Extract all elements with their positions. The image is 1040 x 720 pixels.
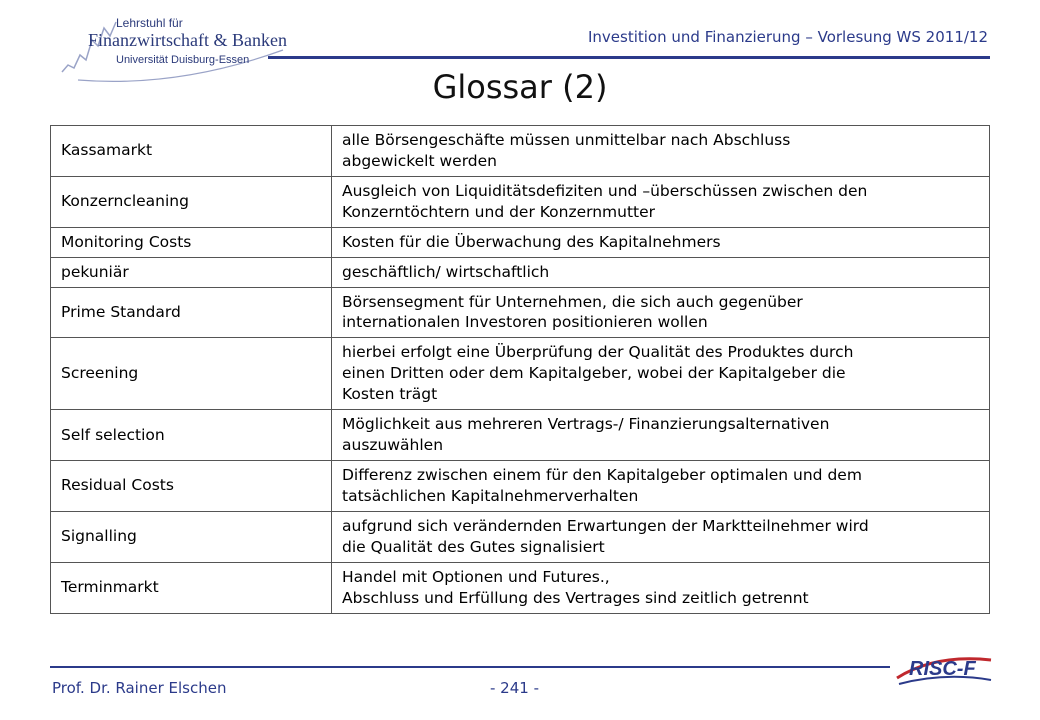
glossary-row [51, 562, 990, 613]
logo-line2: Finanzwirtschaft & Banken [88, 30, 287, 50]
definition-line: Möglichkeit aus mehreren Vertrags-/ Finanzierungsalternativen [342, 415, 830, 434]
glossary-definition [332, 460, 990, 511]
definition-line: geschäftlich/ wirtschaftlich [342, 262, 550, 281]
glossary-term: Konzerncleaning [51, 176, 332, 227]
glossary-term: Residual Costs [51, 460, 332, 511]
risc-f-logo [895, 650, 995, 690]
logo-line1: Lehrstuhl für [116, 16, 183, 30]
glossary-term: Prime Standard [51, 287, 332, 338]
glossary-term: Self selection [51, 410, 332, 461]
definition-line: tatsächlichen Kapitalnehmerverhalten [342, 486, 639, 505]
glossary-row [51, 257, 990, 287]
logo-line3: Universität Duisburg-Essen [116, 54, 250, 66]
definition-line: Differenz zwischen einem für den Kapitalgeber optimalen und dem [342, 465, 862, 484]
risc-f-label: RISC-F [909, 658, 976, 680]
definition-line: internationalen Investoren positionieren wollen [342, 313, 708, 332]
glossary-definition [332, 562, 990, 613]
definition-line: Abschluss und Erfüllung des Vertrages sind zeitlich getrennt [342, 588, 809, 607]
glossary-row [51, 227, 990, 257]
glossary-row [51, 460, 990, 511]
glossary-row [51, 511, 990, 562]
glossary-table [50, 125, 990, 614]
definition-line: Handel mit Optionen und Futures., [342, 567, 610, 586]
glossary-term: pekuniär [51, 257, 332, 287]
glossary-definition [332, 227, 990, 257]
definition-line: Konzerntöchtern und der Konzernmutter [342, 202, 656, 221]
definition-line: abgewickelt werden [342, 151, 497, 170]
glossary-definition [332, 511, 990, 562]
glossary-term: Kassamarkt [51, 126, 332, 177]
definition-line: Kosten für die Überwachung des Kapitalnehmers [342, 232, 721, 251]
definition-line: auszuwählen [342, 436, 444, 455]
footer-author: Prof. Dr. Rainer Elschen [52, 679, 227, 697]
definition-line: alle Börsengeschäfte müssen unmittelbar nach Abschluss [342, 131, 791, 149]
glossary-definition [332, 338, 990, 410]
glossary-row [51, 410, 990, 461]
glossary-row [51, 176, 990, 227]
footer-divider [50, 666, 890, 668]
definition-line: die Qualität des Gutes signalisiert [342, 537, 605, 556]
page-title: Glossar (2) [432, 68, 608, 106]
definition-line: Kosten trägt [342, 385, 438, 404]
definition-line: einen Dritten oder dem Kapitalgeber, wobei der Kapitalgeber die [342, 364, 846, 383]
definition-line: hierbei erfolgt eine Überprüfung der Qualität des Produktes durch [342, 343, 854, 362]
definition-line: Börsensegment für Unternehmen, die sich auch gegenüber [342, 292, 803, 311]
glossary-term: Screening [51, 338, 332, 410]
header-divider [268, 56, 990, 59]
glossary-row [51, 126, 990, 177]
glossary-term: Signalling [51, 511, 332, 562]
page-number: - 241 - [490, 679, 539, 697]
glossary-term: Monitoring Costs [51, 227, 332, 257]
glossary-definition [332, 126, 990, 177]
glossary-term: Terminmarkt [51, 562, 332, 613]
definition-line: Ausgleich von Liquiditätsdefiziten und –überschüssen zwischen den [342, 181, 868, 200]
glossary-definition [332, 410, 990, 461]
course-title: Investition und Finanzierung – Vorlesung WS 2011/12 [587, 28, 988, 46]
definition-line: aufgrund sich verändernden Erwartungen der Marktteilnehmer wird [342, 516, 869, 535]
glossary-row [51, 338, 990, 410]
glossary-row [51, 287, 990, 338]
glossary-definition [332, 287, 990, 338]
glossary-definition [332, 257, 990, 287]
glossary-definition [332, 176, 990, 227]
